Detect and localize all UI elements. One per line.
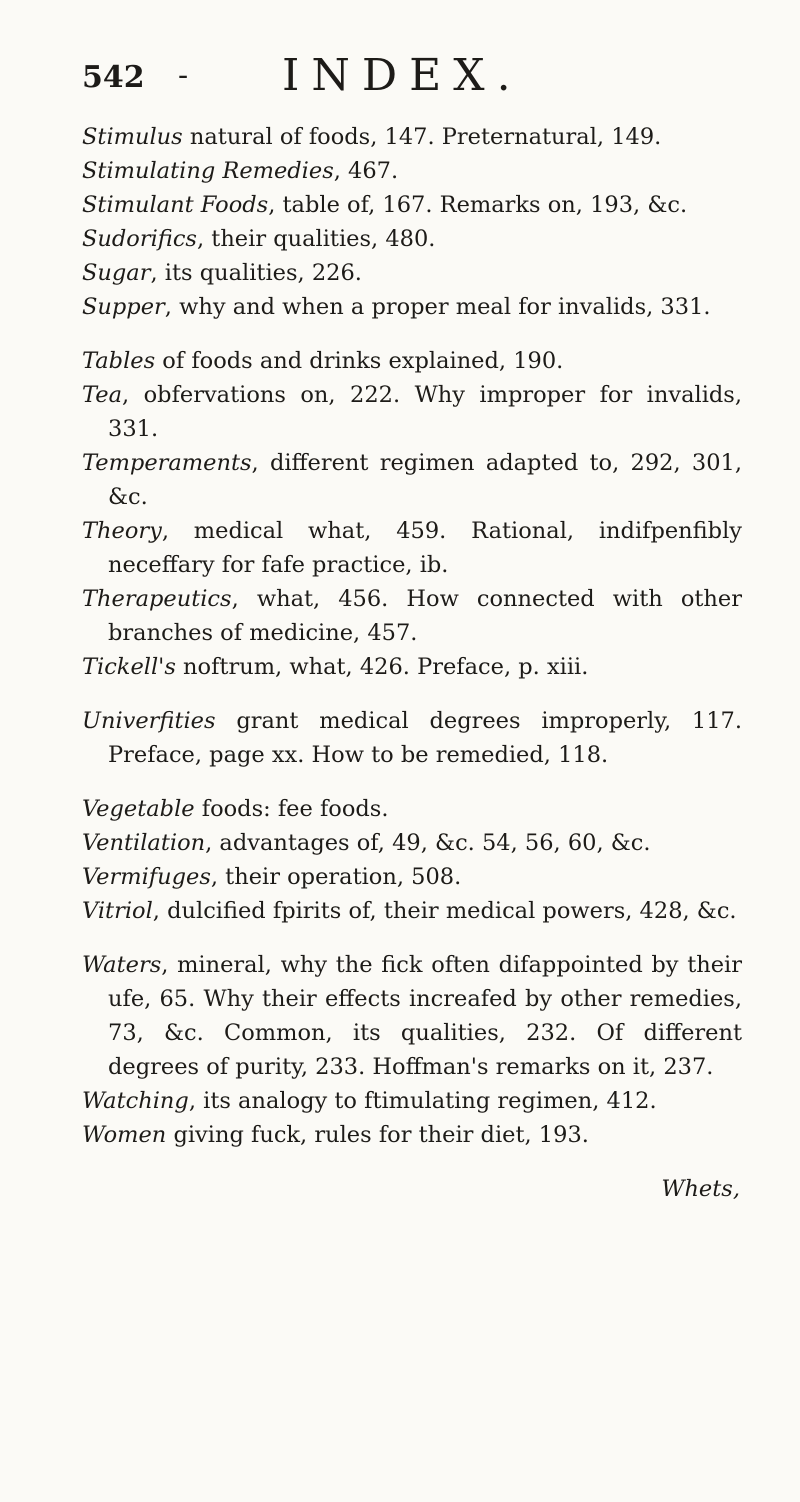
page-number: 542 — [82, 60, 145, 95]
entry-text: , different regimen adapted to, 292, 301, &c. — [108, 450, 742, 510]
entry-headword: Tea — [82, 382, 122, 408]
index-entry — [82, 222, 742, 256]
catchword: Whets, — [661, 1176, 740, 1202]
entry-headword: Vegetable — [82, 796, 195, 822]
index-entry — [82, 514, 742, 582]
entry-headword: Watching — [82, 1088, 189, 1114]
entry-headword: Temperaments — [82, 450, 252, 476]
entry-text: , what, 456. How connected with other branches of medicine, 457. — [108, 586, 742, 646]
index-entry — [82, 792, 742, 826]
index-section — [82, 344, 742, 684]
entry-text: foods: fee foods. — [194, 796, 389, 822]
index-body — [82, 120, 742, 1206]
entry-text: , mineral, why the fick often difappointed by their ufe, 65. Why their effects increafed by other remedies, 73, &c. Common, its qualities, 232. Of different degrees of purity, 233. Hoffman's remarks on it, 237. — [108, 952, 742, 1080]
header-dash: - — [178, 58, 189, 93]
index-entry — [82, 582, 742, 650]
index-section — [82, 792, 742, 928]
entry-headword: Vermifuges — [82, 864, 211, 890]
index-section — [82, 704, 742, 772]
entry-text: , advantages of, 49, &c. 54, 56, 60, &c. — [205, 830, 651, 856]
entry-text: , obfervations on, 222. Why improper for invalids, 331. — [108, 382, 742, 442]
entry-headword: Vitriol — [82, 898, 153, 924]
entry-text: , their qualities, 480. — [196, 226, 436, 252]
entry-headword: Therapeutics — [82, 586, 232, 612]
entry-headword: Supper — [82, 294, 165, 320]
entry-text: noftrum, what, 426. Preface, p. xiii. — [175, 654, 589, 680]
index-entry — [82, 860, 742, 894]
index-entry — [82, 1118, 742, 1152]
index-entry — [82, 948, 742, 1084]
index-entry — [82, 378, 742, 446]
entry-headword: Waters — [82, 952, 162, 978]
entry-text: , table of, 167. Remarks on, 193, &c. — [268, 192, 688, 218]
index-section — [82, 948, 742, 1152]
entry-headword: Women — [82, 1122, 167, 1148]
entry-headword: Stimulant Foods — [82, 192, 269, 218]
entry-text: , why and when a proper meal for invalids, 331. — [164, 294, 711, 320]
index-entry — [82, 120, 742, 154]
page-header — [82, 50, 740, 100]
entry-text: grant medical degrees improperly, 117. Preface, page xx. How to be remedied, 118. — [108, 708, 742, 768]
index-entry — [82, 446, 742, 514]
entry-text: , its qualities, 226. — [150, 260, 362, 286]
entry-headword: Theory — [82, 518, 162, 544]
entry-headword: Ventilation — [82, 830, 206, 856]
index-entry — [82, 704, 742, 772]
entry-text: , their operation, 508. — [210, 864, 462, 890]
running-title: INDEX. — [282, 50, 523, 101]
index-section — [82, 120, 742, 324]
index-entry — [82, 154, 742, 188]
index-entry — [82, 256, 742, 290]
entry-headword: Sugar — [82, 260, 151, 286]
entry-text: , dulcified fpirits of, their medical powers, 428, &c. — [152, 898, 737, 924]
entry-text: of foods and drinks explained, 190. — [155, 348, 564, 374]
entry-text: , medical what, 459. Rational, indifpenfibly neceffary for fafe practice, ib. — [108, 518, 742, 578]
index-entry — [82, 826, 742, 860]
index-entry — [82, 188, 742, 222]
entry-headword: Tables — [82, 348, 156, 374]
index-entry — [82, 290, 742, 324]
entry-text: , its analogy to ftimulating regimen, 412. — [188, 1088, 657, 1114]
index-entry — [82, 344, 742, 378]
entry-text: giving fuck, rules for their diet, 193. — [166, 1122, 589, 1148]
entry-headword: Stimulus — [82, 124, 183, 150]
entry-headword: Sudorifics — [82, 226, 197, 252]
index-entry — [82, 1084, 742, 1118]
index-entry — [82, 894, 742, 928]
entry-text: , 467. — [333, 158, 399, 184]
entry-text: natural of foods, 147. Preternatural, 149. — [182, 124, 662, 150]
entry-headword: Univerfities — [82, 708, 216, 734]
index-entry — [82, 650, 742, 684]
entry-headword: Tickell's — [82, 654, 176, 680]
entry-headword: Stimulating Remedies — [82, 158, 334, 184]
